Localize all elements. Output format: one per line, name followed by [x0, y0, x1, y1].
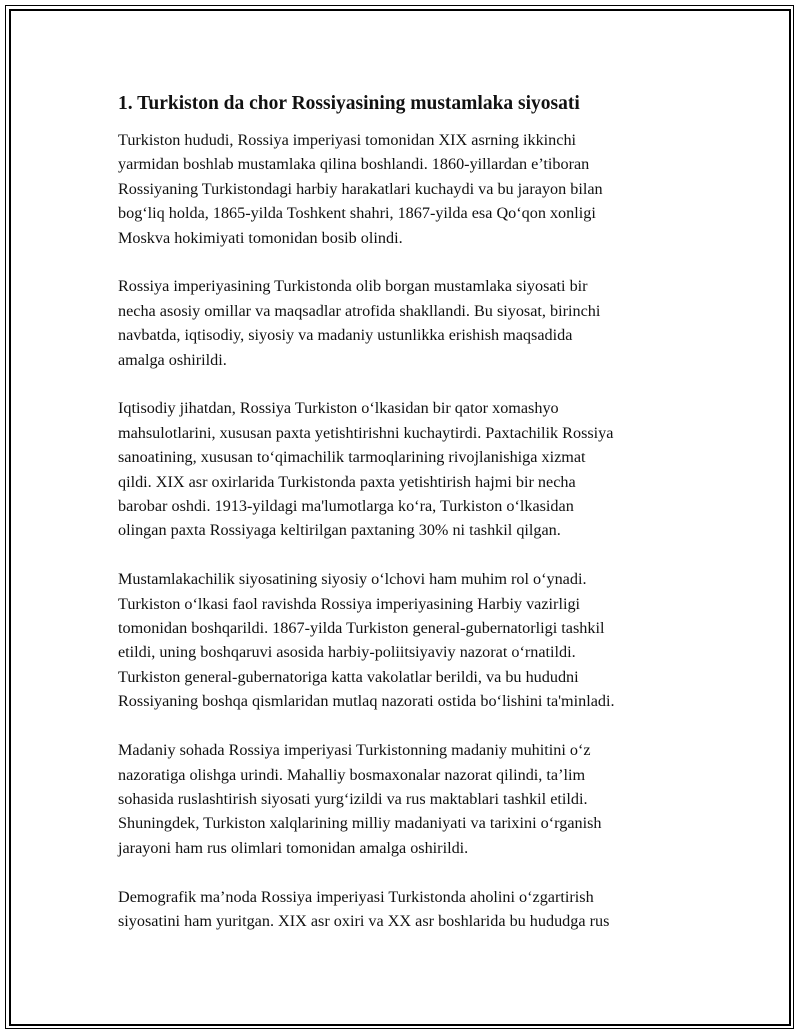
text-line: necha asosiy omillar va maqsadlar atrofida shakllandi. Bu siyosat, birinchi	[118, 301, 601, 320]
text-line: Shuningdek, Turkiston xalqlarining milliy madaniyati va tarixini o‘rganish	[118, 814, 602, 833]
text-line: sohasida ruslashtirish siyosati yurg‘izildi va rus maktablari tashkil etildi.	[118, 789, 588, 808]
text-line: olingan paxta Rossiyaga keltirilgan paxtaning 30% ni tashkil qilgan.	[118, 521, 561, 540]
text-line: jarayoni ham rus olimlari tomonidan amalga oshirildi.	[118, 838, 469, 857]
text-line: Iqtisodiy jihatdan, Rossiya Turkiston o‘lkasidan bir qator xomashyo	[118, 399, 559, 418]
paragraph-1	[118, 128, 688, 250]
text-line: navbatda, iqtisodiy, siyosiy va madaniy ustunlikka erishish maqsadida	[118, 326, 573, 345]
text-line: Rossiya imperiyasining Turkistonda olib borgan mustamlaka siyosati bir	[118, 277, 588, 296]
text-line: bog‘liq holda, 1865-yilda Toshkent shahri, 1867-yilda esa Qo‘qon xonligi	[118, 204, 596, 223]
text-line: yarmidan boshlab mustamlaka qilina boshlandi. 1860-yillardan e’tiboran	[118, 155, 590, 174]
text-line: Mustamlakachilik siyosatining siyosiy o‘lchovi ham muhim rol o‘ynadi.	[118, 570, 587, 589]
text-line: Turkiston o‘lkasi faol ravishda Rossiya imperiyasining Harbiy vazirligi	[118, 594, 581, 613]
text-line: Madaniy sohada Rossiya imperiyasi Turkistonning madaniy muhitini o‘z	[118, 741, 591, 760]
text-line: barobar oshdi. 1913-yildagi ma'lumotlarga ko‘ra, Turkiston o‘lkasidan	[118, 497, 574, 516]
text-line: qildi. XIX asr oxirlarida Turkistonda paxta yetishtirish hajmi bir necha	[118, 472, 576, 491]
text-line: Moskva hokimiyati tomonidan bosib olindi.	[118, 228, 403, 247]
paragraph-3	[118, 396, 688, 542]
text-line: tomonidan boshqarildi. 1867-yilda Turkiston general-gubernatorligi tashkil	[118, 619, 605, 638]
paragraph-6	[118, 885, 688, 934]
paragraph-4	[118, 567, 688, 713]
text-line: Rossiyaning boshqa qismlaridan mutlaq nazorati ostida bo‘lishini ta'minladi.	[118, 692, 615, 711]
text-line: sanoatining, xususan to‘qimachilik tarmoqlarining rivojlanishiga xizmat	[118, 448, 586, 467]
text-line: nazoratiga olishga urindi. Mahalliy bosmaxonalar nazorat qilindi, ta’lim	[118, 765, 586, 784]
paragraph-2	[118, 274, 688, 372]
paragraph-5	[118, 738, 688, 860]
text-line: mahsulotlarini, xususan paxta yetishtirishni kuchaytirdi. Paxtachilik Rossiya	[118, 423, 614, 442]
text-line: amalga oshirildi.	[118, 350, 227, 369]
text-line: etildi, uning boshqaruvi asosida harbiy-poliitsiyaviy nazorat o‘rnatildi.	[118, 643, 576, 662]
text-line: Rossiyaning Turkistondagi harbiy harakatlari kuchaydi va bu jarayon bilan	[118, 179, 603, 198]
text-line: Demografik ma’noda Rossiya imperiyasi Turkistonda aholini o‘zgartirish	[118, 887, 594, 906]
text-line: Turkiston hududi, Rossiya imperiyasi tomonidan XIX asrning ikkinchi	[118, 131, 577, 149]
text-line: Turkiston general-gubernatoriga katta vakolatlar berildi, va bu hududni	[118, 667, 579, 686]
text-line: siyosatini ham yuritgan. XIX asr oxiri va XX asr boshlarida bu hududga rus	[118, 911, 610, 930]
section-heading: 1. Turkiston da chor Rossiyasining mustamlaka siyosati	[118, 93, 580, 114]
document-body	[118, 92, 688, 958]
